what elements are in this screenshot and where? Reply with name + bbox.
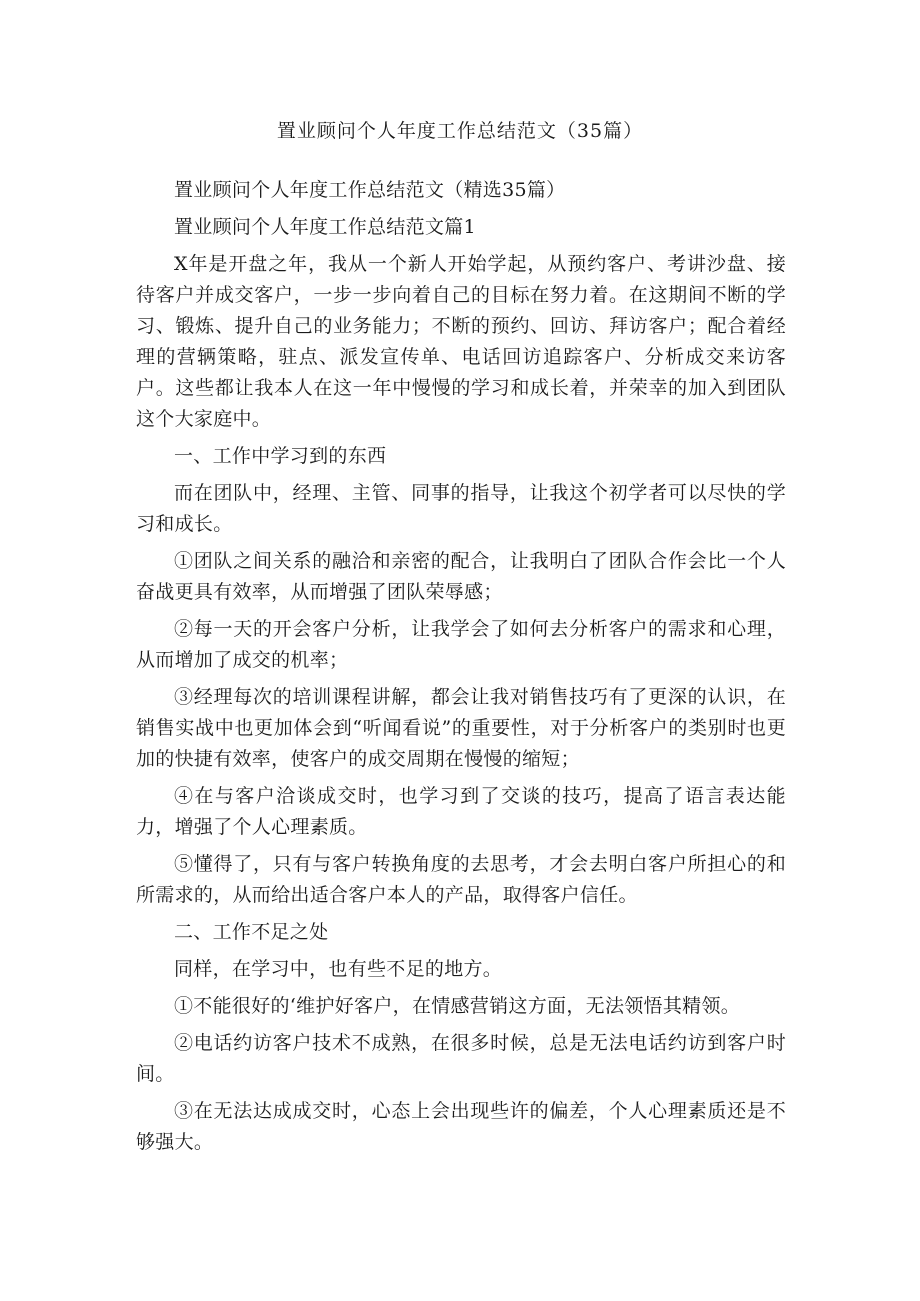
body-paragraph: 同样，在学习中，也有些不足的地方。 (174, 958, 503, 980)
document-title: 置业顾问个人年度工作总结范文（35篇） (276, 120, 644, 142)
list-item: ①团队之间关系的融洽和亲密的配合，让我明白了团队合作会比一个人奋战更具有效率，从而增强了团队荣辱感； (136, 550, 786, 603)
section-heading: 置业顾问个人年度工作总结范文篇1 (174, 216, 476, 238)
list-item: ④在与客户洽谈成交时，也学习到了交谈的技巧，提高了语言表达能力，增强了个人心理素质。 (136, 785, 786, 838)
list-item: ③在无法达成成交时，心态上会出现些许的偏差，个人心理素质还是不够强大。 (136, 1100, 786, 1153)
section-heading: 二、工作不足之处 (174, 921, 329, 943)
list-item: ②电话约访客户技术不成熟，在很多时候，总是无法电话约访到客户时间。 (136, 1032, 786, 1085)
section-heading: 一、工作中学习到的东西 (174, 445, 387, 467)
list-item: ⑤懂得了，只有与客户转换角度的去思考，才会去明白客户所担心的和所需求的，从而给出适合客户本人的产品，取得客户信任。 (136, 853, 786, 906)
list-item: ②每一天的开会客户分析，让我学会了如何去分析客户的需求和心理，从而增加了成交的机率； (136, 618, 786, 671)
list-item: ③经理每次的培训课程讲解，都会让我对销售技巧有了更深的认识，在销售实战中也更加体会到“听闻看说”的重要性，对于分析客户的类别时也更加的快捷有效率，使客户的成交周期在慢慢的缩短； (136, 686, 786, 770)
subtitle-paragraph: 置业顾问个人年度工作总结范文（精选35篇） (174, 179, 566, 201)
document-body (136, 175, 786, 1158)
body-paragraph: 而在团队中，经理、主管、同事的指导，让我这个初学者可以尽快的学习和成长。 (136, 482, 786, 535)
list-item: ①不能很好的‘维护好客户，在情感营销这方面，无法领悟其精领。 (174, 995, 741, 1017)
body-paragraph: X年是开盘之年，我从一个新人开始学起，从预约客户、考讲沙盘、接待客户并成交客户，一步一步向着自己的目标在努力着。在这期间不断的学习、锻炼、提升自己的业务能力；不断的预约、回访、拜访客户；配合着经理的营辆策略，驻点、派发宣传单、电话回访追踪客户、分析成交来访客户。这些都让我本人在这一年中慢慢的学习和成长着，并荣幸的加入到团队这个大家庭中。 (136, 253, 786, 430)
